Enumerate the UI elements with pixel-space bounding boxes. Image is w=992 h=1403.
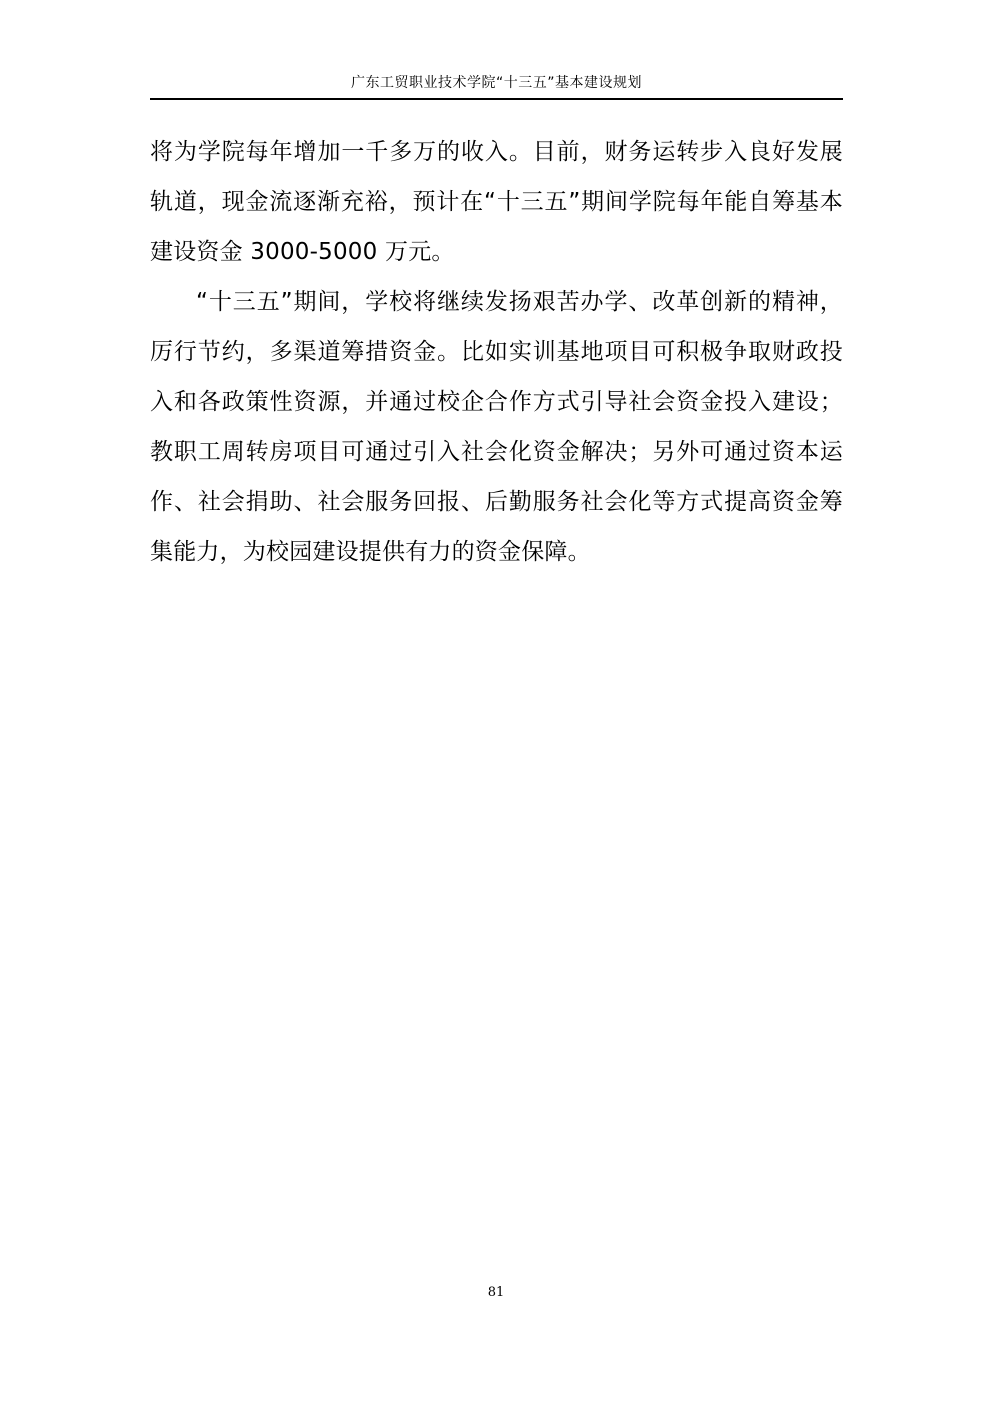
body-text	[150, 127, 843, 577]
paragraph-funding-plan: “十三五”期间，学校将继续发扬艰苦办学、改革创新的精神，厉行节约，多渠道筹措资金。比如实训基地项目可积极争取财政投入和各政策性资源，并通过校企合作方式引导社会资金投入建设；教职工周转房项目可通过引入社会化资金解决；另外可通过资本运作、社会捐助、社会服务回报、后勤服务社会化等方式提高资金筹集能力，为校园建设提供有力的资金保障。	[150, 289, 843, 565]
paragraph-continued: 将为学院每年增加一千多万的收入。目前，财务运转步入良好发展轨道，现金流逐渐充裕，预计在“十三五”期间学院每年能自筹基本建设资金 3000-5000 万元。	[150, 139, 843, 265]
header-rule	[150, 98, 843, 100]
page-number: 81	[487, 1285, 505, 1300]
running-header: 广东工贸职业技术学院“十三五”基本建设规划	[350, 75, 642, 91]
